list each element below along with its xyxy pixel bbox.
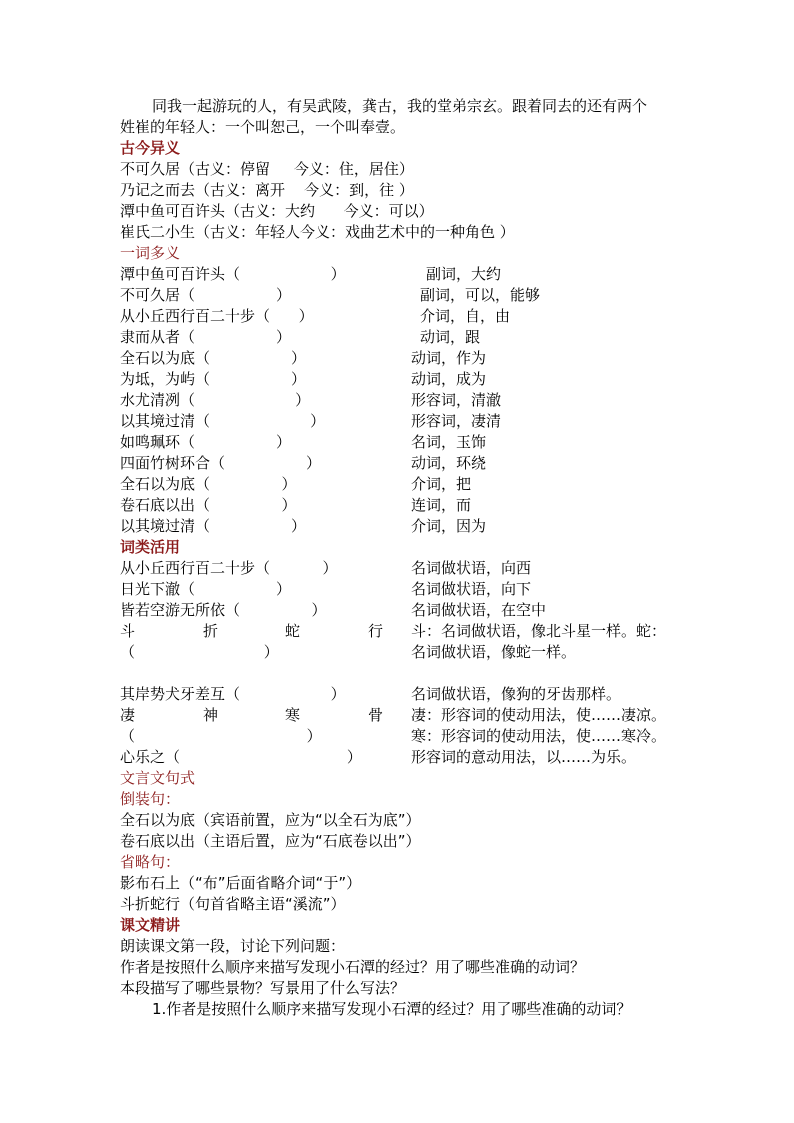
intro-line-2: 姓崔的年轻人：一个叫恕己，一个叫奉壹。	[120, 118, 406, 136]
question-1: 1.作者是按照什么顺序来描写发现小石潭的经过？用了哪些准确的动词？	[152, 1000, 632, 1018]
qishen-char: 凄	[120, 706, 136, 724]
heading-kewen-jingjiang: 课文精讲	[120, 916, 181, 934]
daozhuang-item: 全石以为底（宾语前置，应为“以全石为底”）	[120, 811, 421, 829]
cilei-row-left: 日光下澈（ ）	[120, 580, 292, 598]
yici-row-left: 全石以为底（ ）	[120, 475, 297, 493]
heading-gujin-yiyi: 古今异义	[120, 139, 181, 157]
douzhe-paren: （ ）	[120, 643, 279, 661]
yici-row-right: 介词，把	[411, 475, 472, 493]
jingjiang-line: 朗读课文第一段，讨论下列问题：	[120, 937, 346, 955]
gujin-item: 乃记之而去（古义：离开 今义：到，往 ）	[120, 181, 414, 199]
cilei-row-right: 名词做状语，向下	[411, 580, 532, 598]
heading-yici-duoyi: 一词多义	[120, 244, 181, 262]
cilei-row-left: 皆若空游无所依（ ）	[120, 601, 327, 619]
gujin-item: 不可久居（古义：停留 今义：住，居住）	[120, 160, 414, 178]
yici-row-right: 名词，玉饰	[411, 433, 487, 451]
douzhe-right-line-2: 名词做状语，像蛇一样。	[411, 643, 577, 661]
qishen-right-line-2: 寒：形容词的使动用法，使……寒冷。	[411, 727, 667, 745]
qishen-paren: （ ）	[120, 727, 322, 745]
cilei-row-right: 名词做状语，向西	[411, 559, 532, 577]
gujin-item: 崔氏二小生（古义：年轻人今义：戏曲艺术中的一种角色 ）	[120, 223, 515, 241]
yici-row-right: 动词，作为	[411, 349, 487, 367]
yici-row-right: 副词，可以，能够	[420, 286, 541, 304]
heading-cilei-huoyong: 词类活用	[120, 538, 181, 556]
qishen-char: 寒	[285, 706, 301, 724]
yici-row-left: 以其境过清（ ）	[120, 412, 326, 430]
heading-wenyan-jushi: 文言文句式	[120, 769, 196, 787]
yici-row-right: 副词，大约	[426, 265, 502, 283]
yici-row-left: 从小丘西行百二十步（ ）	[120, 307, 314, 325]
cilei-row-left: 其岸势犬牙差互（ ）	[120, 685, 346, 703]
yici-row-right: 介词，自，由	[420, 307, 511, 325]
douzhe-char: 折	[203, 622, 219, 640]
yici-row-left: 以其境过清（ ）	[120, 517, 307, 535]
yici-row-right: 动词，成为	[411, 370, 487, 388]
shenglue-item: 斗折蛇行（句首省略主语“溪流”）	[120, 895, 346, 913]
yici-row-right: 介词，因为	[411, 517, 487, 535]
cilei-row-right: 形容词的意动用法，以……为乐。	[411, 748, 637, 766]
intro-line-1: 同我一起游玩的人，有吴武陵，龚古，我的堂弟宗玄。跟着同去的还有两个	[152, 97, 648, 115]
yici-row-left: 隶而从者（ ）	[120, 328, 292, 346]
qishen-right-line-1: 凄：形容词的使动用法，使……凄凉。	[411, 706, 667, 724]
yici-row-left: 不可久居（ ）	[120, 286, 292, 304]
yici-row-right: 形容词，凄清	[411, 412, 502, 430]
jingjiang-line: 作者是按照什么顺序来描写发现小石潭的经过？用了哪些准确的动词？	[120, 958, 586, 976]
gujin-item: 潭中鱼可百许头（古义：大约 今义：可以）	[120, 202, 434, 220]
yici-row-right: 动词，跟	[420, 328, 481, 346]
yici-row-right: 连词，而	[411, 496, 472, 514]
qishen-char: 骨	[368, 706, 384, 724]
yici-row-left: 如鸣珮环（ ）	[120, 433, 292, 451]
douzhe-char: 斗	[120, 622, 136, 640]
qishen-char: 神	[203, 706, 219, 724]
cilei-row-left: 从小丘西行百二十步（ ）	[120, 559, 338, 577]
jingjiang-line: 本段描写了哪些景物？写景用了什么写法？	[120, 979, 406, 997]
yici-row-left: 为坻，为屿（ ）	[120, 370, 307, 388]
label-shenglue: 省略句：	[120, 853, 181, 871]
cilei-row-left: 心乐之（ ）	[120, 748, 362, 766]
shenglue-item: 影布石上（“布”后面省略介词“于”）	[120, 874, 362, 892]
yici-row-left: 水尤清冽（ ）	[120, 391, 311, 409]
yici-row-left: 潭中鱼可百许头（ ）	[120, 265, 346, 283]
cilei-row-right: 名词做状语，像狗的牙齿那样。	[411, 685, 622, 703]
cilei-row-right: 名词做状语，在空中	[411, 601, 547, 619]
douzhe-char: 行	[368, 622, 384, 640]
yici-row-left: 卷石底以出（ ）	[120, 496, 297, 514]
douzhe-right-line-1: 斗：名词做状语，像北斗星一样。蛇：	[411, 622, 667, 640]
yici-row-right: 动词，环绕	[411, 454, 487, 472]
yici-row-left: 四面竹树环合（ ）	[120, 454, 322, 472]
daozhuang-item: 卷石底以出（主语后置，应为“石底卷以出”）	[120, 832, 421, 850]
label-daozhuang: 倒装句：	[120, 790, 181, 808]
yici-row-right: 形容词，清澈	[411, 391, 502, 409]
yici-row-left: 全石以为底（ ）	[120, 349, 307, 367]
douzhe-char: 蛇	[285, 622, 301, 640]
